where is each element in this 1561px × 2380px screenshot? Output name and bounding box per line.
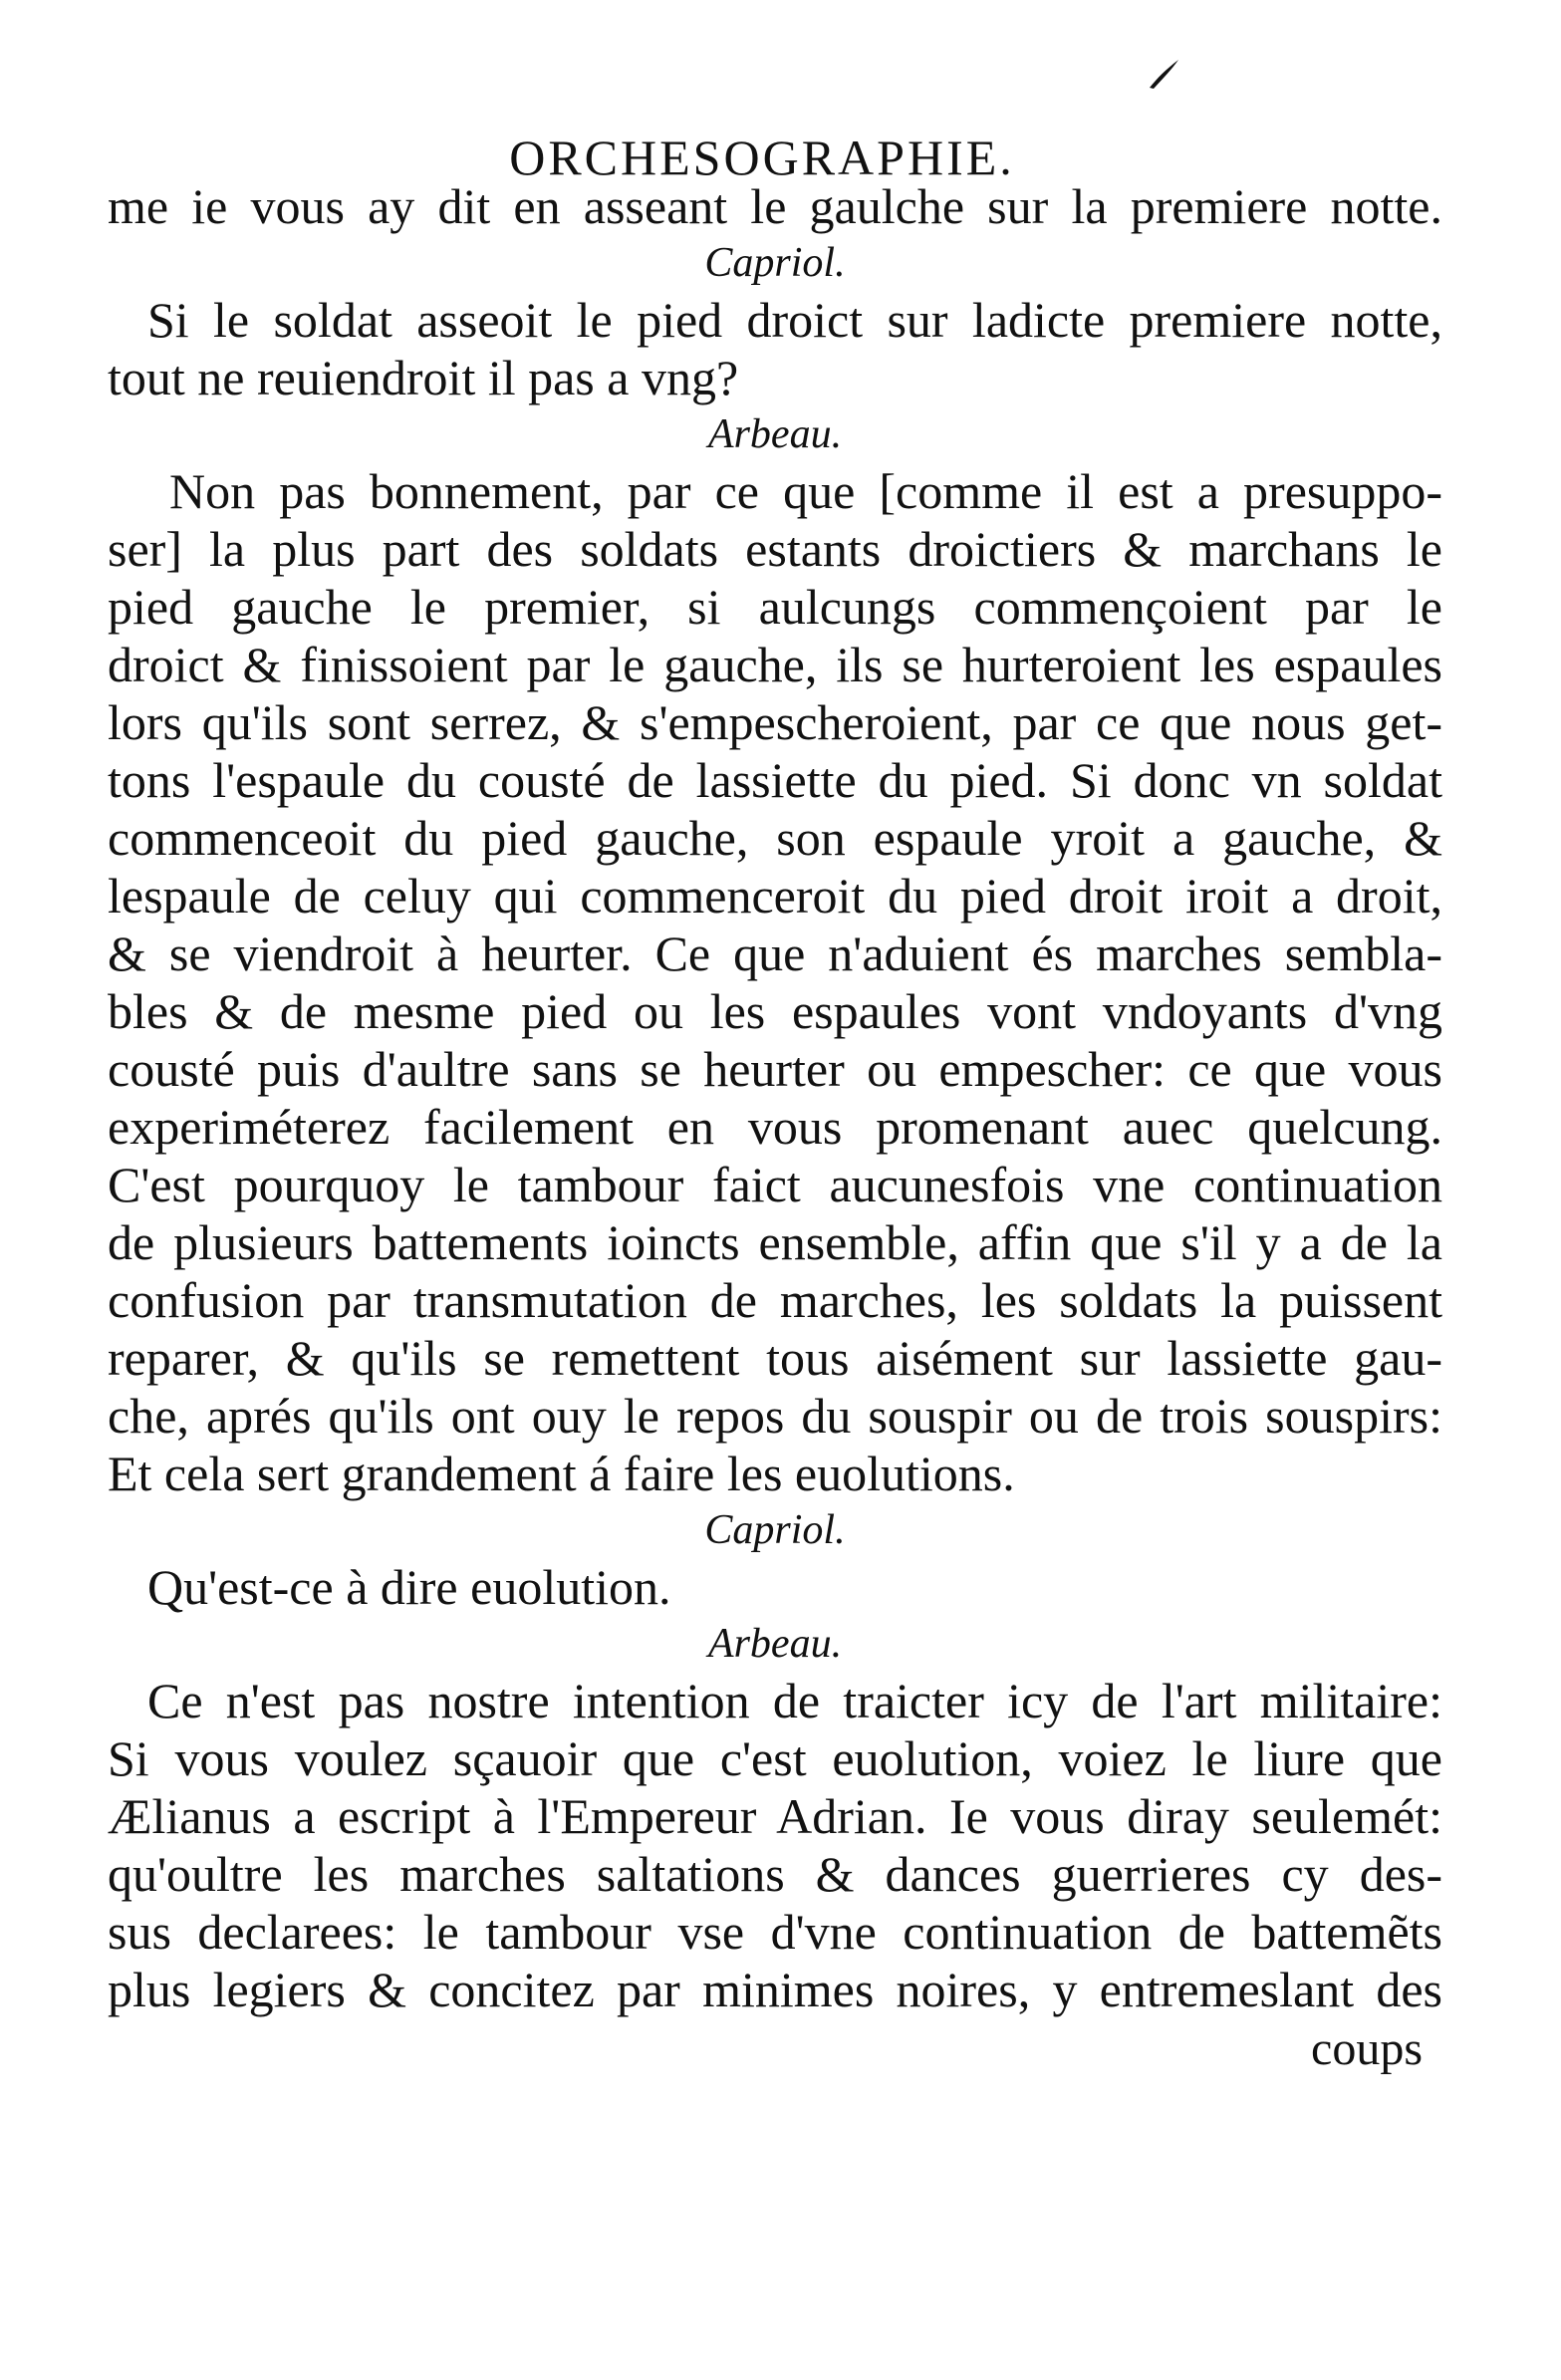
text-line: lespaule de celuy qui commenceroit du pied droit iroit a droit,: [108, 868, 1442, 924]
quill-stroke-mark-icon: [1146, 56, 1181, 92]
page-text: [108, 177, 1442, 2080]
text-line: Ælianus a escript à l'Empereur Adrian. Ie vous diray seulemét:: [108, 1788, 1442, 1844]
speaker-capriol: Capriol.: [704, 1507, 846, 1553]
catchword: coups: [1311, 2022, 1423, 2075]
text-line: Si le soldat asseoit le pied droict sur ladicte premiere notte,: [147, 292, 1442, 348]
text-line: che, aprés qu'ils ont ouy le repos du souspir ou de trois souspirs:: [108, 1388, 1442, 1444]
text-line: Non pas bonnement, par ce que [comme il est a presuppo-: [169, 463, 1442, 519]
text-line: tout ne reuiendroit il pas a vng?: [108, 350, 739, 405]
text-line: & se viendroit à heurter. Ce que n'aduient és marches sembla-: [108, 926, 1442, 981]
text-line: droict & finissoient par le gauche, ils se hurteroient les espaules: [108, 637, 1442, 692]
text-line: tons l'espaule du cousté de lassiette du pied. Si donc vn soldat: [108, 752, 1442, 808]
text-line: Et cela sert grandement á faire les euolutions.: [108, 1446, 1015, 1501]
text-line: me ie vous ay dit en asseant le gaulche sur la premiere notte.: [108, 178, 1442, 234]
speaker-arbeau: Arbeau.: [707, 411, 843, 457]
text-line: qu'oultre les marches saltations & dances guerrieres cy des-: [108, 1846, 1442, 1902]
speaker-arbeau: Arbeau.: [707, 1621, 843, 1667]
running-title: ORCHESOGRAPHIE.: [509, 130, 1015, 185]
text-line: experiméterez facilement en vous promenant auec quelcung.: [108, 1099, 1442, 1155]
text-line: plus legiers & concitez par minimes noires, y entremeslant des: [108, 1962, 1442, 2017]
text-line: pied gauche le premier, si aulcungs commençoient par le: [108, 579, 1442, 635]
text-line: Ce n'est pas nostre intention de traicter icy de l'art militaire:: [147, 1673, 1442, 1728]
text-line: confusion par transmutation de marches, les soldats la puissent: [108, 1272, 1442, 1328]
text-line: C'est pourquoy le tambour faict aucunesfois vne continuation: [108, 1157, 1442, 1212]
text-line: sus declarees: le tambour vse d'vne continuation de battemẽts: [108, 1904, 1442, 1960]
text-line: Qu'est-ce à dire euolution.: [147, 1559, 671, 1615]
text-line: ser] la plus part des soldats estants droictiers & marchans le: [108, 521, 1442, 577]
text-line: cousté puis d'aultre sans se heurter ou empescher: ce que vous: [108, 1041, 1442, 1097]
text-line: Si vous voulez sçauoir que c'est euolution, voiez le liure que: [108, 1730, 1442, 1786]
text-line: commenceoit du pied gauche, son espaule yroit a gauche, &: [108, 810, 1442, 866]
text-line: lors qu'ils sont serrez, & s'empescheroient, par ce que nous get-: [108, 694, 1442, 750]
text-line: reparer, & qu'ils se remettent tous aisément sur lassiette gau-: [108, 1330, 1442, 1386]
text-line: de plusieurs battements ioincts ensemble, affin que s'il y a de la: [108, 1214, 1442, 1270]
speaker-capriol: Capriol.: [704, 240, 846, 286]
text-line: bles & de mesme pied ou les espaules vont vndoyants d'vng: [108, 983, 1442, 1039]
